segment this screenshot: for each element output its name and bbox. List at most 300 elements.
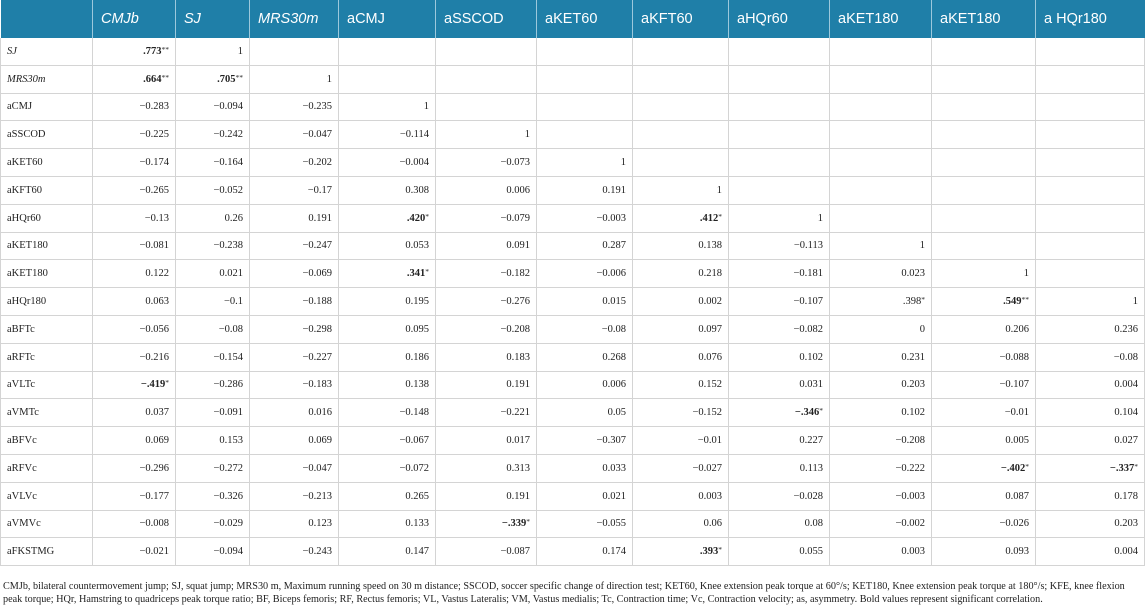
cell-value: −0.177 — [139, 490, 169, 502]
row-label: aKFT60 — [1, 176, 93, 204]
header-cell-aket180-second: aKET180 — [932, 0, 1036, 38]
significance-marker: * — [425, 211, 429, 221]
cell-value: −0.183 — [302, 379, 332, 391]
cell-value: 0.033 — [602, 462, 626, 474]
table-cell — [537, 121, 633, 149]
cell-value: 0.021 — [602, 490, 626, 502]
table-cell — [93, 176, 176, 204]
cell-value: .773 — [143, 45, 162, 57]
table-cell — [176, 232, 250, 260]
table-cell — [729, 427, 830, 455]
table-cell — [436, 315, 537, 343]
cell-value: −0.242 — [213, 129, 243, 141]
table-cell — [830, 343, 932, 371]
cell-value: −0.081 — [139, 240, 169, 252]
table-row — [1, 315, 1145, 343]
table-cell — [537, 232, 633, 260]
table-cell — [729, 510, 830, 538]
table-cell — [339, 121, 436, 149]
cell-value: 0.031 — [799, 379, 823, 391]
cell-value: 0.113 — [799, 462, 823, 474]
table-cell — [176, 454, 250, 482]
significance-marker: * — [165, 378, 169, 388]
cell-value: .412 — [699, 212, 719, 224]
cell-value: 0.069 — [308, 435, 332, 447]
table-cell — [633, 38, 729, 65]
cell-value: −0.094 — [213, 546, 243, 558]
table-cell — [633, 121, 729, 149]
table-cell — [932, 288, 1036, 316]
table-cell — [537, 482, 633, 510]
cell-value: −0.202 — [302, 157, 332, 169]
cell-value: −0.055 — [596, 518, 626, 530]
header-cell-sj: SJ — [176, 0, 250, 38]
header-cell-asscod: aSSCOD — [436, 0, 537, 38]
header-cell-acmj: aCMJ — [339, 0, 436, 38]
table-cell — [830, 454, 932, 482]
cell-value: 0.203 — [1114, 518, 1138, 530]
cell-value: 1 — [423, 101, 429, 113]
cell-value: 1 — [919, 240, 925, 252]
table-cell — [436, 232, 537, 260]
cell-value: 0.037 — [145, 407, 169, 419]
cell-value: −0.225 — [139, 129, 169, 141]
cell-value: 1 — [1023, 268, 1029, 280]
cell-value: 0.006 — [506, 184, 530, 196]
table-cell — [1036, 65, 1145, 93]
table-cell — [250, 204, 339, 232]
table-cell — [830, 121, 932, 149]
table-cell — [729, 371, 830, 399]
cell-value: −0.17 — [307, 184, 332, 196]
table-row — [1, 454, 1145, 482]
cell-value: 0.027 — [1114, 435, 1138, 447]
row-label: aKET60 — [1, 149, 93, 177]
table-cell — [93, 93, 176, 121]
cell-value: 0.178 — [1114, 490, 1138, 502]
cell-value: −.419 — [140, 379, 166, 391]
cell-value: −0.272 — [213, 462, 243, 474]
table-cell — [250, 176, 339, 204]
table-cell — [250, 510, 339, 538]
table-cell — [1036, 149, 1145, 177]
cell-value: 0.153 — [219, 435, 243, 447]
table-row — [1, 399, 1145, 427]
cell-value: −0.087 — [500, 546, 530, 558]
table-row — [1, 343, 1145, 371]
table-cell — [830, 260, 932, 288]
cell-value: −0.1 — [223, 296, 243, 308]
table-cell — [1036, 121, 1145, 149]
table-cell — [537, 93, 633, 121]
header-cell-cmjb: CMJb — [93, 0, 176, 38]
table-cell — [537, 315, 633, 343]
table-cell — [436, 204, 537, 232]
cell-value: −0.265 — [139, 184, 169, 196]
cell-value: 0.147 — [405, 546, 429, 558]
table-row — [1, 538, 1145, 566]
table-cell — [339, 288, 436, 316]
header-row — [1, 0, 1145, 38]
cell-value: 0.053 — [405, 240, 429, 252]
table-cell — [830, 204, 932, 232]
row-label: aVMVc — [1, 510, 93, 538]
cell-value: −0.182 — [500, 268, 530, 280]
table-cell — [830, 65, 932, 93]
table-header — [1, 0, 1145, 38]
header-cell-aket180: aKET180 — [830, 0, 932, 38]
table-cell — [633, 260, 729, 288]
table-cell — [729, 38, 830, 65]
cell-value: −0.238 — [213, 240, 243, 252]
table-cell — [932, 232, 1036, 260]
table-cell — [537, 176, 633, 204]
table-cell — [436, 454, 537, 482]
cell-value: −.346 — [794, 407, 820, 419]
table-cell — [176, 343, 250, 371]
cell-value: 0.095 — [405, 323, 429, 335]
significance-marker: * — [819, 406, 823, 416]
cell-value: −0.174 — [139, 157, 169, 169]
cell-value: −0.088 — [999, 351, 1029, 363]
cell-value: .341 — [406, 268, 426, 280]
table-cell — [633, 93, 729, 121]
cell-value: 0.002 — [698, 296, 722, 308]
table-cell — [537, 149, 633, 177]
row-label: aHQr180 — [1, 288, 93, 316]
cell-value: −0.326 — [213, 490, 243, 502]
table-cell — [93, 538, 176, 566]
cell-value: −0.073 — [500, 157, 530, 169]
cell-value: −0.164 — [213, 157, 243, 169]
header-cell-aket60: aKET60 — [537, 0, 633, 38]
cell-value: 0.191 — [506, 490, 530, 502]
row-label: MRS30m — [1, 65, 93, 93]
table-cell — [176, 38, 250, 65]
cell-value: 1 — [620, 157, 626, 169]
significance-marker: ** — [235, 72, 243, 82]
cell-value: 0.186 — [405, 351, 429, 363]
table-cell — [633, 399, 729, 427]
table-cell — [339, 232, 436, 260]
cell-value: 0.138 — [698, 240, 722, 252]
cell-value: −0.067 — [399, 435, 429, 447]
table-cell — [176, 93, 250, 121]
cell-value: 0.006 — [602, 379, 626, 391]
cell-value: 0.069 — [145, 435, 169, 447]
cell-value: −0.079 — [500, 212, 530, 224]
table-cell — [93, 482, 176, 510]
table-cell — [436, 371, 537, 399]
cell-value: 0.06 — [703, 518, 722, 530]
row-label: aSSCOD — [1, 121, 93, 149]
cell-value: −0.028 — [793, 490, 823, 502]
table-cell — [537, 260, 633, 288]
table-cell — [633, 204, 729, 232]
table-cell — [1036, 204, 1145, 232]
cell-value: 0.203 — [901, 379, 925, 391]
table-cell — [339, 538, 436, 566]
table-cell — [537, 399, 633, 427]
table-cell — [932, 149, 1036, 177]
table-cell — [339, 204, 436, 232]
table-cell — [176, 510, 250, 538]
table-cell — [436, 288, 537, 316]
table-cell — [932, 65, 1036, 93]
table-cell — [932, 371, 1036, 399]
cell-value: −0.082 — [793, 323, 823, 335]
table-cell — [93, 371, 176, 399]
row-label: aVMTc — [1, 399, 93, 427]
table-cell — [176, 121, 250, 149]
table-row — [1, 510, 1145, 538]
cell-value: 0.206 — [1005, 323, 1029, 335]
cell-value: −0.027 — [692, 462, 722, 474]
table-cell — [436, 176, 537, 204]
table-cell — [932, 260, 1036, 288]
table-cell — [537, 371, 633, 399]
table-cell — [250, 38, 339, 65]
table-cell — [176, 260, 250, 288]
table-cell — [1036, 538, 1145, 566]
cell-value: −.402 — [1000, 462, 1026, 474]
cell-value: −0.08 — [601, 323, 626, 335]
table-cell — [537, 427, 633, 455]
table-cell — [537, 510, 633, 538]
table-cell — [830, 371, 932, 399]
row-label: aHQr60 — [1, 204, 93, 232]
significance-marker: ** — [1021, 295, 1029, 305]
table-cell — [436, 482, 537, 510]
table-cell — [729, 204, 830, 232]
header-cell-ahqr60: aHQr60 — [729, 0, 830, 38]
table-cell — [436, 538, 537, 566]
cell-value: 1 — [524, 129, 530, 141]
table-cell — [93, 232, 176, 260]
table-row — [1, 121, 1145, 149]
table-body — [1, 38, 1145, 566]
cell-value: −0.286 — [213, 379, 243, 391]
table-cell — [339, 65, 436, 93]
cell-value: .420 — [406, 212, 426, 224]
significance-marker: * — [526, 517, 530, 527]
table-cell — [830, 315, 932, 343]
table-cell — [93, 121, 176, 149]
table-cell — [633, 315, 729, 343]
cell-value: 1 — [237, 45, 243, 57]
table-cell — [932, 454, 1036, 482]
table-cell — [93, 260, 176, 288]
cell-value: 0 — [919, 323, 925, 335]
table-cell — [729, 288, 830, 316]
cell-value: −0.221 — [500, 407, 530, 419]
table-cell — [932, 427, 1036, 455]
cell-value: 0.087 — [1005, 490, 1029, 502]
table-cell — [830, 232, 932, 260]
table-row — [1, 65, 1145, 93]
cell-value: −0.08 — [1113, 351, 1138, 363]
table-cell — [339, 93, 436, 121]
table-cell — [1036, 482, 1145, 510]
row-label: aRFVc — [1, 454, 93, 482]
table-cell — [1036, 176, 1145, 204]
table-cell — [633, 232, 729, 260]
table-cell — [729, 232, 830, 260]
cell-value: −0.208 — [895, 435, 925, 447]
table-cell — [250, 260, 339, 288]
table-cell — [436, 427, 537, 455]
table-cell — [436, 38, 537, 65]
table-cell — [250, 232, 339, 260]
table-cell — [830, 149, 932, 177]
cell-value: −0.052 — [213, 184, 243, 196]
cell-value: 0.015 — [602, 296, 626, 308]
table-row — [1, 149, 1145, 177]
cell-value: −0.003 — [596, 212, 626, 224]
table-row — [1, 232, 1145, 260]
table-cell — [436, 260, 537, 288]
table-cell — [93, 510, 176, 538]
table-cell — [176, 315, 250, 343]
cell-value: 0.003 — [901, 546, 925, 558]
row-label: aRFTc — [1, 343, 93, 371]
significance-marker: ** — [161, 44, 169, 54]
cell-value: −0.002 — [895, 518, 925, 530]
table-cell — [339, 260, 436, 288]
cell-value: −0.296 — [139, 462, 169, 474]
table-cell — [436, 343, 537, 371]
cell-value: 0.313 — [506, 462, 530, 474]
cell-value: −0.243 — [302, 546, 332, 558]
cell-value: 0.195 — [405, 296, 429, 308]
cell-value: 0.005 — [1005, 435, 1029, 447]
table-cell — [932, 343, 1036, 371]
cell-value: −0.107 — [793, 296, 823, 308]
table-cell — [93, 315, 176, 343]
significance-marker: * — [1025, 461, 1029, 471]
cell-value: 0.123 — [308, 518, 332, 530]
cell-value: 0.152 — [698, 379, 722, 391]
cell-value: −0.235 — [302, 101, 332, 113]
cell-value: −0.029 — [213, 518, 243, 530]
table-cell — [830, 288, 932, 316]
table-cell — [830, 482, 932, 510]
row-label: aVLTc — [1, 371, 93, 399]
header-cell-ahqr180: a HQr180 — [1036, 0, 1145, 38]
table-row — [1, 176, 1145, 204]
table-cell — [250, 538, 339, 566]
cell-value: .398 — [902, 296, 922, 308]
cell-value: 1 — [716, 184, 722, 196]
cell-value: 0.05 — [607, 407, 626, 419]
table-cell — [250, 371, 339, 399]
table-row — [1, 204, 1145, 232]
cell-value: −0.154 — [213, 351, 243, 363]
cell-value: −0.072 — [399, 462, 429, 474]
cell-value: 0.003 — [698, 490, 722, 502]
cell-value: .393 — [699, 546, 719, 558]
table-cell — [729, 399, 830, 427]
table-cell — [729, 93, 830, 121]
table-cell — [633, 176, 729, 204]
table-cell — [1036, 38, 1145, 65]
row-label: aKET180 — [1, 232, 93, 260]
cell-value: −0.008 — [139, 518, 169, 530]
table-cell — [1036, 315, 1145, 343]
cell-value: −0.003 — [895, 490, 925, 502]
cell-value: −0.181 — [793, 268, 823, 280]
table-cell — [633, 510, 729, 538]
table-cell — [633, 65, 729, 93]
cell-value: −0.091 — [213, 407, 243, 419]
significance-marker: ** — [161, 72, 169, 82]
cell-value: 0.104 — [1114, 407, 1138, 419]
row-label: aBFVc — [1, 427, 93, 455]
table-cell — [339, 315, 436, 343]
cell-value: −0.004 — [399, 157, 429, 169]
table-cell — [537, 38, 633, 65]
cell-value: −0.094 — [213, 101, 243, 113]
cell-value: −0.152 — [692, 407, 722, 419]
table-cell — [729, 176, 830, 204]
table-cell — [176, 427, 250, 455]
table-cell — [729, 65, 830, 93]
table-cell — [830, 38, 932, 65]
table-cell — [633, 149, 729, 177]
table-cell — [339, 176, 436, 204]
cell-value: −0.222 — [895, 462, 925, 474]
table-cell — [176, 538, 250, 566]
table-cell — [537, 288, 633, 316]
cell-value: 1 — [326, 73, 332, 85]
table-cell — [729, 121, 830, 149]
cell-value: −0.021 — [139, 546, 169, 558]
table-cell — [339, 399, 436, 427]
cell-value: 0.004 — [1114, 379, 1138, 391]
table-cell — [729, 315, 830, 343]
cell-value: −0.114 — [399, 129, 429, 141]
table-cell — [436, 65, 537, 93]
cell-value: −0.213 — [302, 490, 332, 502]
significance-marker: * — [718, 545, 722, 555]
table-cell — [339, 149, 436, 177]
table-cell — [633, 288, 729, 316]
cell-value: −0.047 — [302, 129, 332, 141]
table-cell — [1036, 510, 1145, 538]
table-cell — [932, 510, 1036, 538]
cell-value: 0.231 — [901, 351, 925, 363]
cell-value: .664 — [143, 73, 162, 85]
cell-value: 0.055 — [799, 546, 823, 558]
table-cell — [932, 399, 1036, 427]
table-cell — [250, 454, 339, 482]
header-cell-blank — [1, 0, 93, 38]
table-cell — [436, 399, 537, 427]
cell-value: −0.298 — [302, 323, 332, 335]
cell-value: 0.138 — [405, 379, 429, 391]
table-cell — [176, 204, 250, 232]
cell-value: 0.004 — [1114, 546, 1138, 558]
table-cell — [339, 38, 436, 65]
table-cell — [93, 65, 176, 93]
row-label: aBFTc — [1, 315, 93, 343]
significance-marker: * — [425, 267, 429, 277]
cell-value: 0.174 — [602, 546, 626, 558]
cell-value: 0.102 — [799, 351, 823, 363]
table-cell — [93, 288, 176, 316]
cell-value: 0.191 — [506, 379, 530, 391]
table-cell — [339, 343, 436, 371]
